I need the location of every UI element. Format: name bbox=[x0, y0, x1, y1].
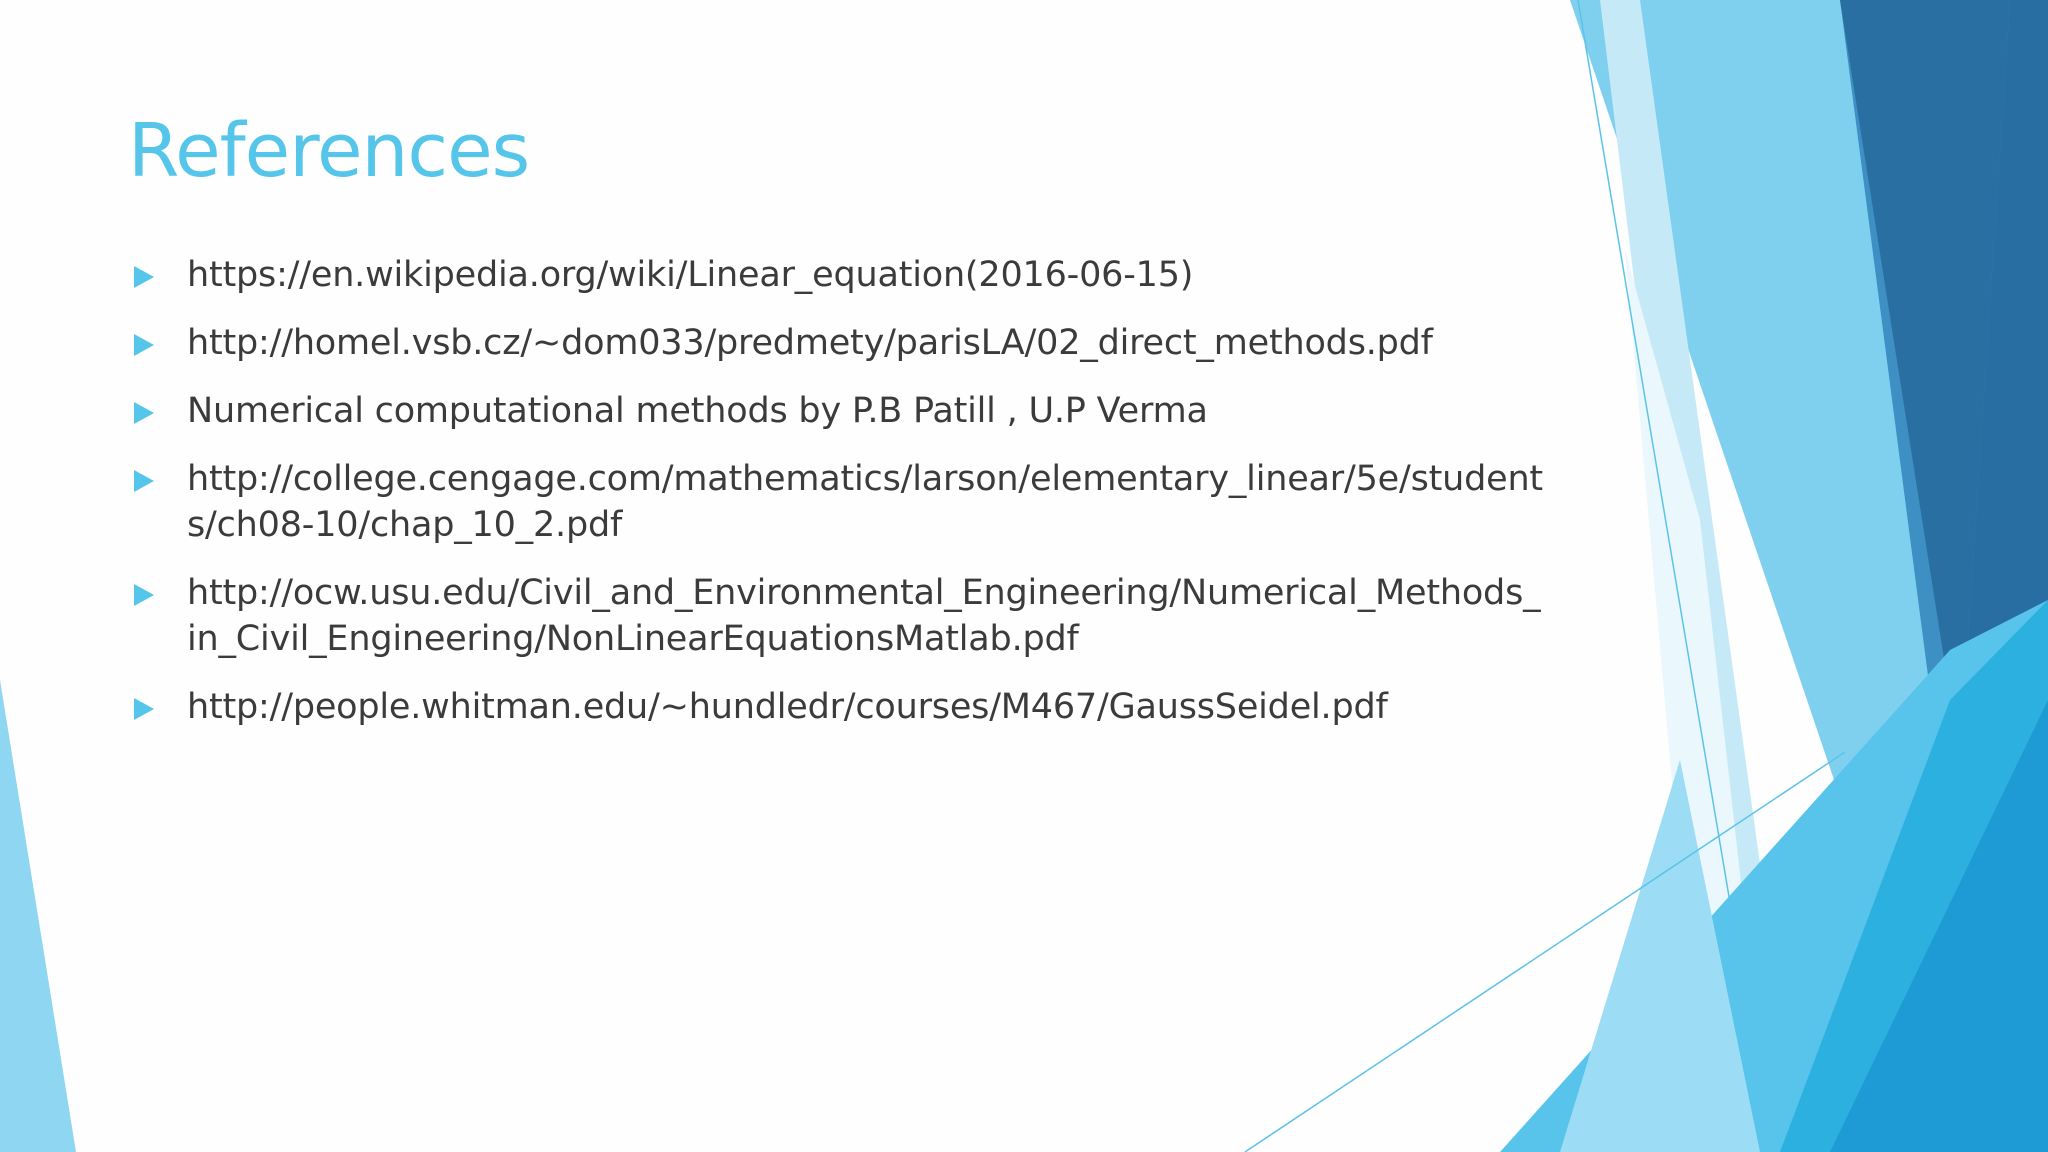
reference-item bbox=[128, 320, 1548, 366]
reference-item bbox=[128, 684, 1548, 730]
reference-text: https://en.wikipedia.org/wiki/Linear_equation(2016-06-15) bbox=[187, 255, 1194, 295]
reference-item bbox=[128, 456, 1548, 548]
reference-text: http://homel.vsb.cz/~dom033/predmety/parisLA/02_direct_methods.pdf bbox=[187, 323, 1433, 363]
triangle-right-icon bbox=[134, 470, 154, 492]
reference-item bbox=[128, 570, 1548, 662]
triangle-right-icon bbox=[134, 402, 154, 424]
reference-text: http://people.whitman.edu/~hundledr/courses/M467/GaussSeidel.pdf bbox=[187, 687, 1388, 727]
triangle-right-icon bbox=[134, 266, 154, 288]
reference-text: http://college.cengage.com/mathematics/larson/elementary_linear/5e/students/ch08-10/chap_10_2.pdf bbox=[187, 459, 1543, 545]
reference-text: http://ocw.usu.edu/Civil_and_Environmental_Engineering/Numerical_Methods_in_Civil_Engineering/NonLinearEquationsMatlab.pdf bbox=[187, 573, 1541, 659]
left-accent-shape bbox=[0, 680, 76, 1152]
triangle-right-icon bbox=[134, 698, 154, 720]
references-list bbox=[128, 252, 1548, 752]
reference-text: Numerical computational methods by P.B Patill , U.P Verma bbox=[187, 391, 1208, 431]
reference-item bbox=[128, 252, 1548, 298]
reference-item bbox=[128, 388, 1548, 434]
triangle-right-icon bbox=[134, 334, 154, 356]
triangle-right-icon bbox=[134, 584, 154, 606]
slide-title: References bbox=[128, 108, 530, 194]
